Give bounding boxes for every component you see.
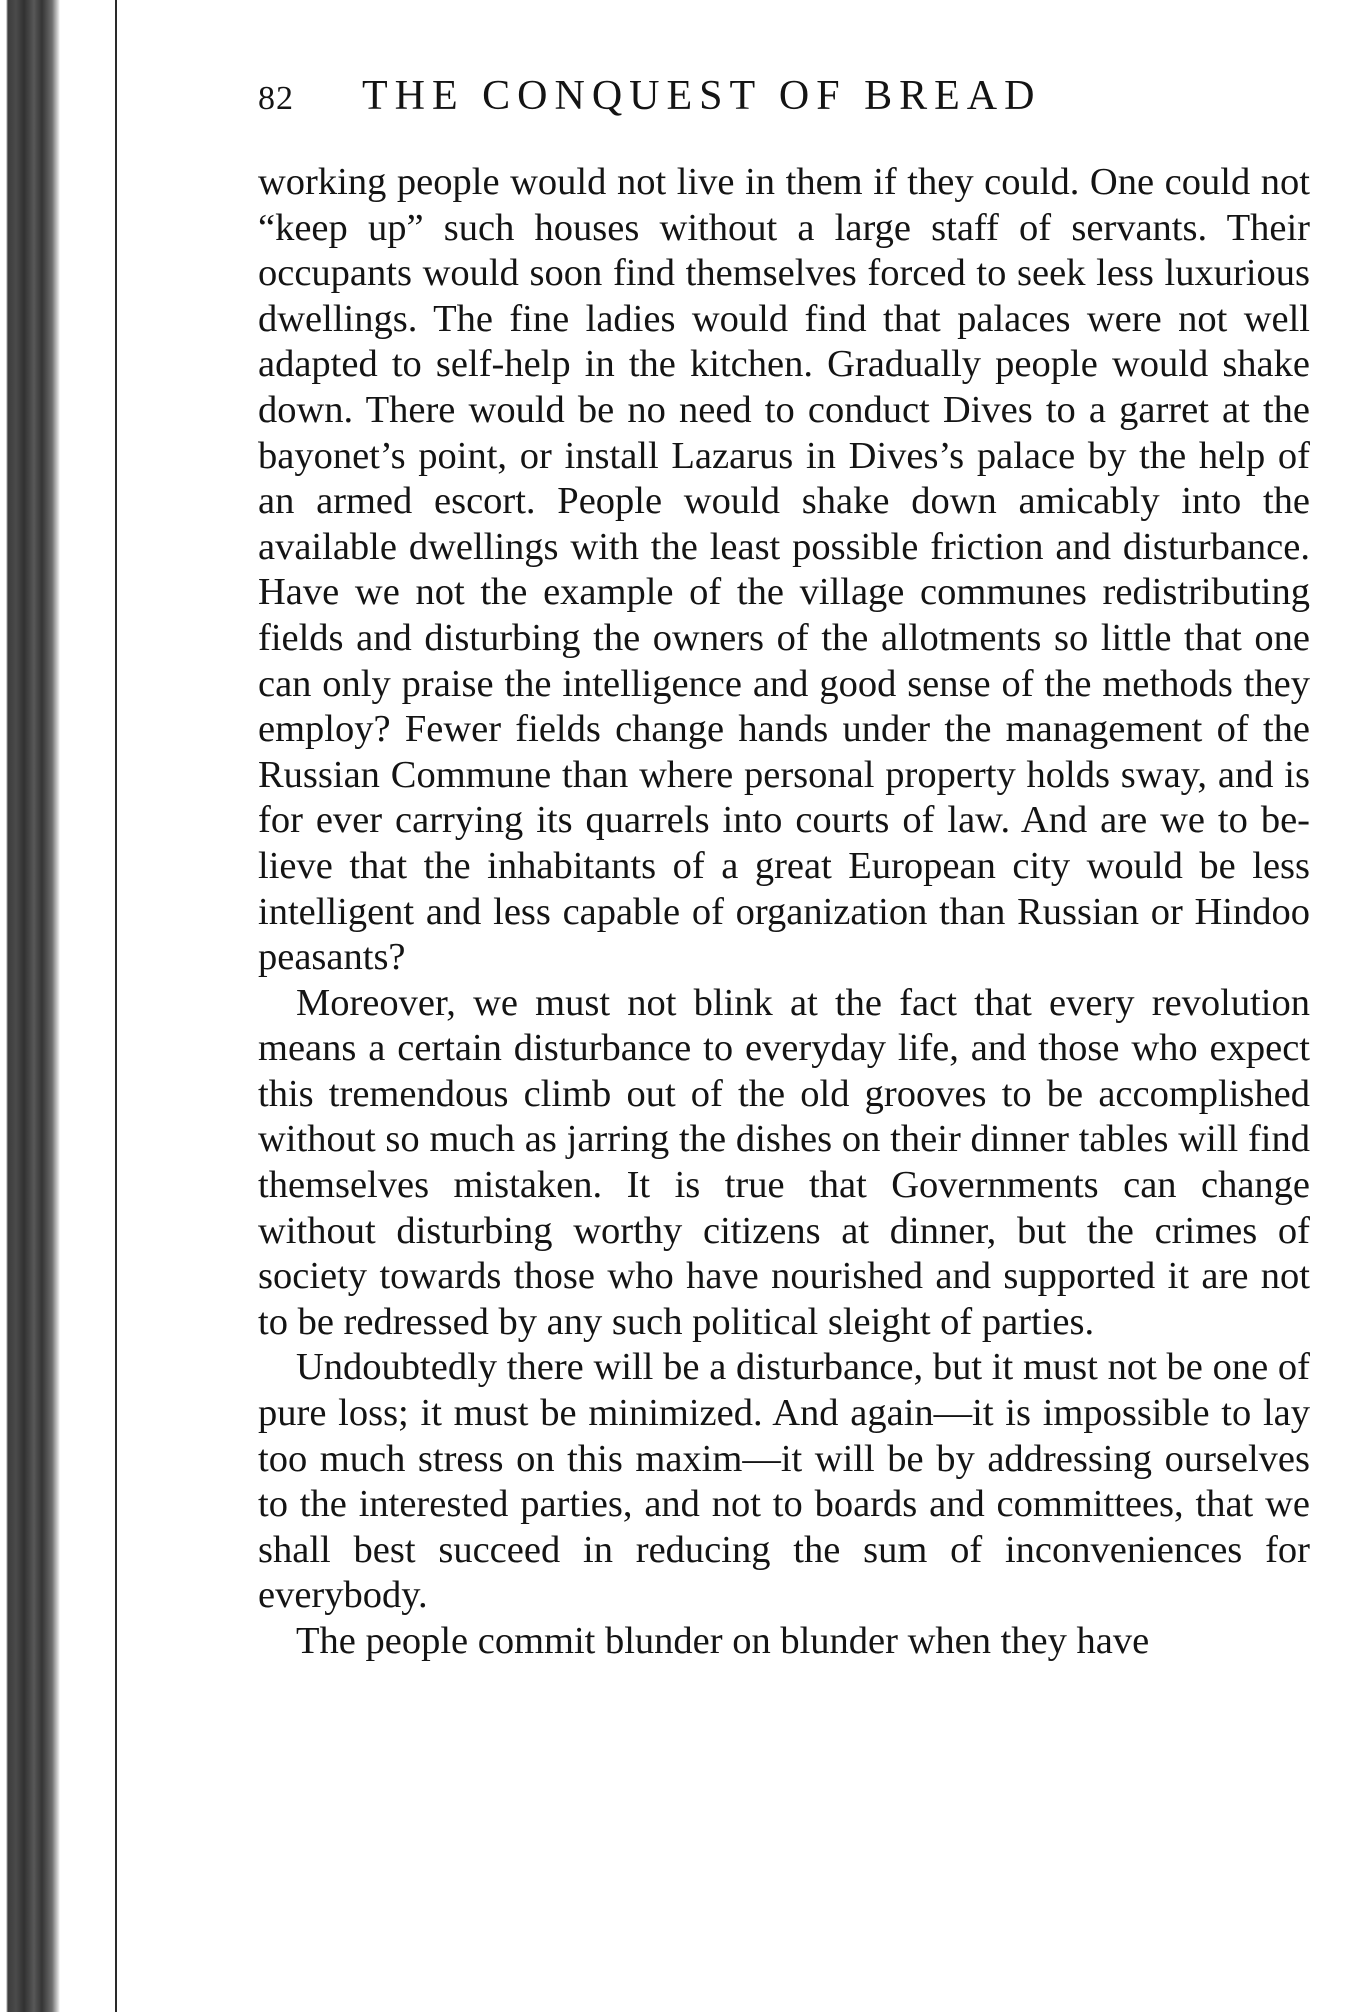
paragraph-continues: The people commit blunder on blunder when they have bbox=[296, 1620, 1150, 1662]
page-header bbox=[258, 72, 1310, 148]
paragraph: Moreover, we must not blink at the fact that every revolution means a certain disturbance to everyday life, and those who expect this tremendous climb out of the old grooves to be accomplished without so much as jarring the dishes on their dinner tables will find themselves mistaken. It is true that Governments can change without disturbing worthy citizens at dinner, but the crimes of society towards those who have nourished and supported it are not to be redressed by any such political sleight of parties. bbox=[258, 981, 1310, 1343]
page-edge-line bbox=[115, 0, 117, 2012]
book-page bbox=[258, 72, 1310, 1665]
body-text bbox=[258, 160, 1310, 1665]
book-gutter-shadow bbox=[0, 0, 60, 2012]
paragraph: Undoubtedly there will be a disturbance, but it must not be one of pure loss; it must be minimized. And again—it is impossible to lay too much stress on this maxim—it will be by addressing ourselves to the interested parties, and not to boards and committees, that we shall best succeed in reducing the sum of inconveniences for everybody. bbox=[258, 1346, 1310, 1617]
page-number: 82 bbox=[258, 80, 294, 117]
running-title: THE CONQUEST OF BREAD bbox=[362, 73, 1042, 119]
paragraph-continued: working people would not live in them if they could. One could not “keep up” such houses without a large staff of servants. Their occupants would soon find themselves forced to seek less luxurious dwellings. The fine ladies would find that palaces were not well adapted to self-help in the kitchen. Gradually people would shake down. There would be no need to conduct Dives to a garret at the bayonet’s point, or install Lazarus in Dives’s palace by the help of an armed escort. People would shake down amicably into the available dwellings with the least possible friction and disturbance. Have we not the example of the village communes redistributing fields and disturbing the owners of the allotments so little that one can only praise the intelligence and good sense of the methods they employ? Fewer fields change hands under the management of the Russian Commune than where personal property holds sway, and is for ever carrying its quarrels into courts of law. And are we to believe that the inhabitants of a great European city would be less intelligent and less capable of organization than Russian or Hindoo peasants? bbox=[258, 161, 1310, 979]
